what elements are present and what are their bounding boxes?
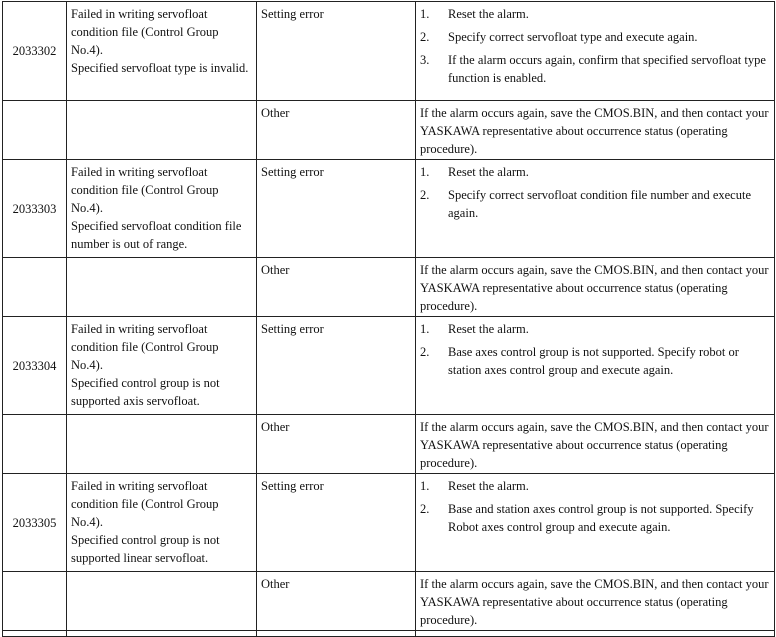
table-row: [3, 415, 775, 474]
alarm-table-body: [3, 2, 775, 637]
table-row: [3, 258, 775, 317]
step-text: Base axes control group is not supported. Specify robot or station axes control group and execute again.: [448, 345, 739, 377]
step-number: 2.: [420, 30, 430, 44]
cause-setting-error: Setting error: [257, 2, 416, 101]
step-text: Reset the alarm.: [448, 7, 529, 21]
empty-cell: [3, 258, 67, 317]
table-row: [3, 317, 775, 415]
table-row: [3, 572, 775, 631]
empty-cell: [67, 631, 257, 637]
alarm-description: [67, 474, 257, 572]
remedy-steps: [416, 2, 775, 101]
table-row: [3, 101, 775, 160]
cause-setting-error: Setting error: [257, 160, 416, 258]
step-number: 1.: [420, 322, 430, 336]
empty-cell: [3, 631, 67, 637]
alarm-code: 2033303: [3, 160, 67, 258]
remedy-step: [420, 477, 771, 495]
step-text: Specify correct servofloat type and execute again.: [448, 30, 698, 44]
table-row: [3, 2, 775, 101]
remedy-steps: [416, 474, 775, 572]
cause-other: Other: [257, 572, 416, 631]
cause-setting-error: Setting error: [257, 474, 416, 572]
empty-cell: [67, 415, 257, 474]
description-line: Specified servofloat type is invalid.: [71, 61, 249, 75]
cause-other: Other: [257, 101, 416, 160]
remedy-steps: [416, 160, 775, 258]
step-number: 2.: [420, 345, 430, 359]
remedy-step: [420, 5, 771, 23]
step-text: Base and station axes control group is not supported. Specify Robot axes control group and execute again.: [448, 502, 754, 534]
step-number: 1.: [420, 479, 430, 493]
step-text: Reset the alarm.: [448, 322, 529, 336]
empty-cell: [3, 572, 67, 631]
empty-cell: [67, 572, 257, 631]
step-number: 1.: [420, 7, 430, 21]
step-number: 2.: [420, 188, 430, 202]
remedy-step: [420, 343, 771, 379]
table-row-continuation: [3, 631, 775, 637]
remedy-step: [420, 163, 771, 181]
alarm-description: [67, 160, 257, 258]
step-number: 2.: [420, 502, 430, 516]
remedy-step: [420, 186, 771, 222]
remedy-step: [420, 320, 771, 338]
step-text: Reset the alarm.: [448, 165, 529, 179]
cause-other: Other: [257, 258, 416, 317]
description-line: Failed in writing servofloat condition file (Control Group No.4).: [71, 479, 219, 529]
alarm-code: 2033302: [3, 2, 67, 101]
step-text: Reset the alarm.: [448, 479, 529, 493]
step-text: Specify correct servofloat condition file number and execute again.: [448, 188, 752, 220]
empty-cell: [67, 101, 257, 160]
remedy-other: If the alarm occurs again, save the CMOS.BIN, and then contact your YASKAWA representative about occurrence status (operating procedure).: [416, 101, 775, 160]
empty-cell: [3, 101, 67, 160]
alarm-description: [67, 317, 257, 415]
remedy-step: [420, 28, 771, 46]
description-line: Specified control group is not supported linear servofloat.: [71, 533, 220, 565]
empty-cell: [3, 415, 67, 474]
remedy-step: [420, 51, 771, 87]
description-line: Specified control group is not supported axis servofloat.: [71, 376, 220, 408]
empty-cell: [67, 258, 257, 317]
remedy-step: [420, 500, 771, 536]
alarm-code: 2033304: [3, 317, 67, 415]
table-row: [3, 160, 775, 258]
step-number: 1.: [420, 165, 430, 179]
empty-cell: [257, 631, 416, 637]
description-line: Failed in writing servofloat condition file (Control Group No.4).: [71, 322, 219, 372]
empty-cell: [416, 631, 775, 637]
description-line: Failed in writing servofloat condition file (Control Group No.4).: [71, 7, 219, 57]
table-row: [3, 474, 775, 572]
step-number: 3.: [420, 53, 430, 67]
alarm-code: 2033305: [3, 474, 67, 572]
remedy-steps: [416, 317, 775, 415]
remedy-other: If the alarm occurs again, save the CMOS.BIN, and then contact your YASKAWA representative about occurrence status (operating procedure).: [416, 572, 775, 631]
description-line: Specified servofloat condition file number is out of range.: [71, 219, 242, 251]
alarm-table: [2, 1, 775, 637]
cause-setting-error: Setting error: [257, 317, 416, 415]
cause-other: Other: [257, 415, 416, 474]
description-line: Failed in writing servofloat condition file (Control Group No.4).: [71, 165, 219, 215]
step-text: If the alarm occurs again, confirm that specified servofloat type function is enabled.: [448, 53, 766, 85]
remedy-other: If the alarm occurs again, save the CMOS.BIN, and then contact your YASKAWA representative about occurrence status (operating procedure).: [416, 415, 775, 474]
remedy-other: If the alarm occurs again, save the CMOS.BIN, and then contact your YASKAWA representative about occurrence status (operating procedure).: [416, 258, 775, 317]
alarm-description: [67, 2, 257, 101]
